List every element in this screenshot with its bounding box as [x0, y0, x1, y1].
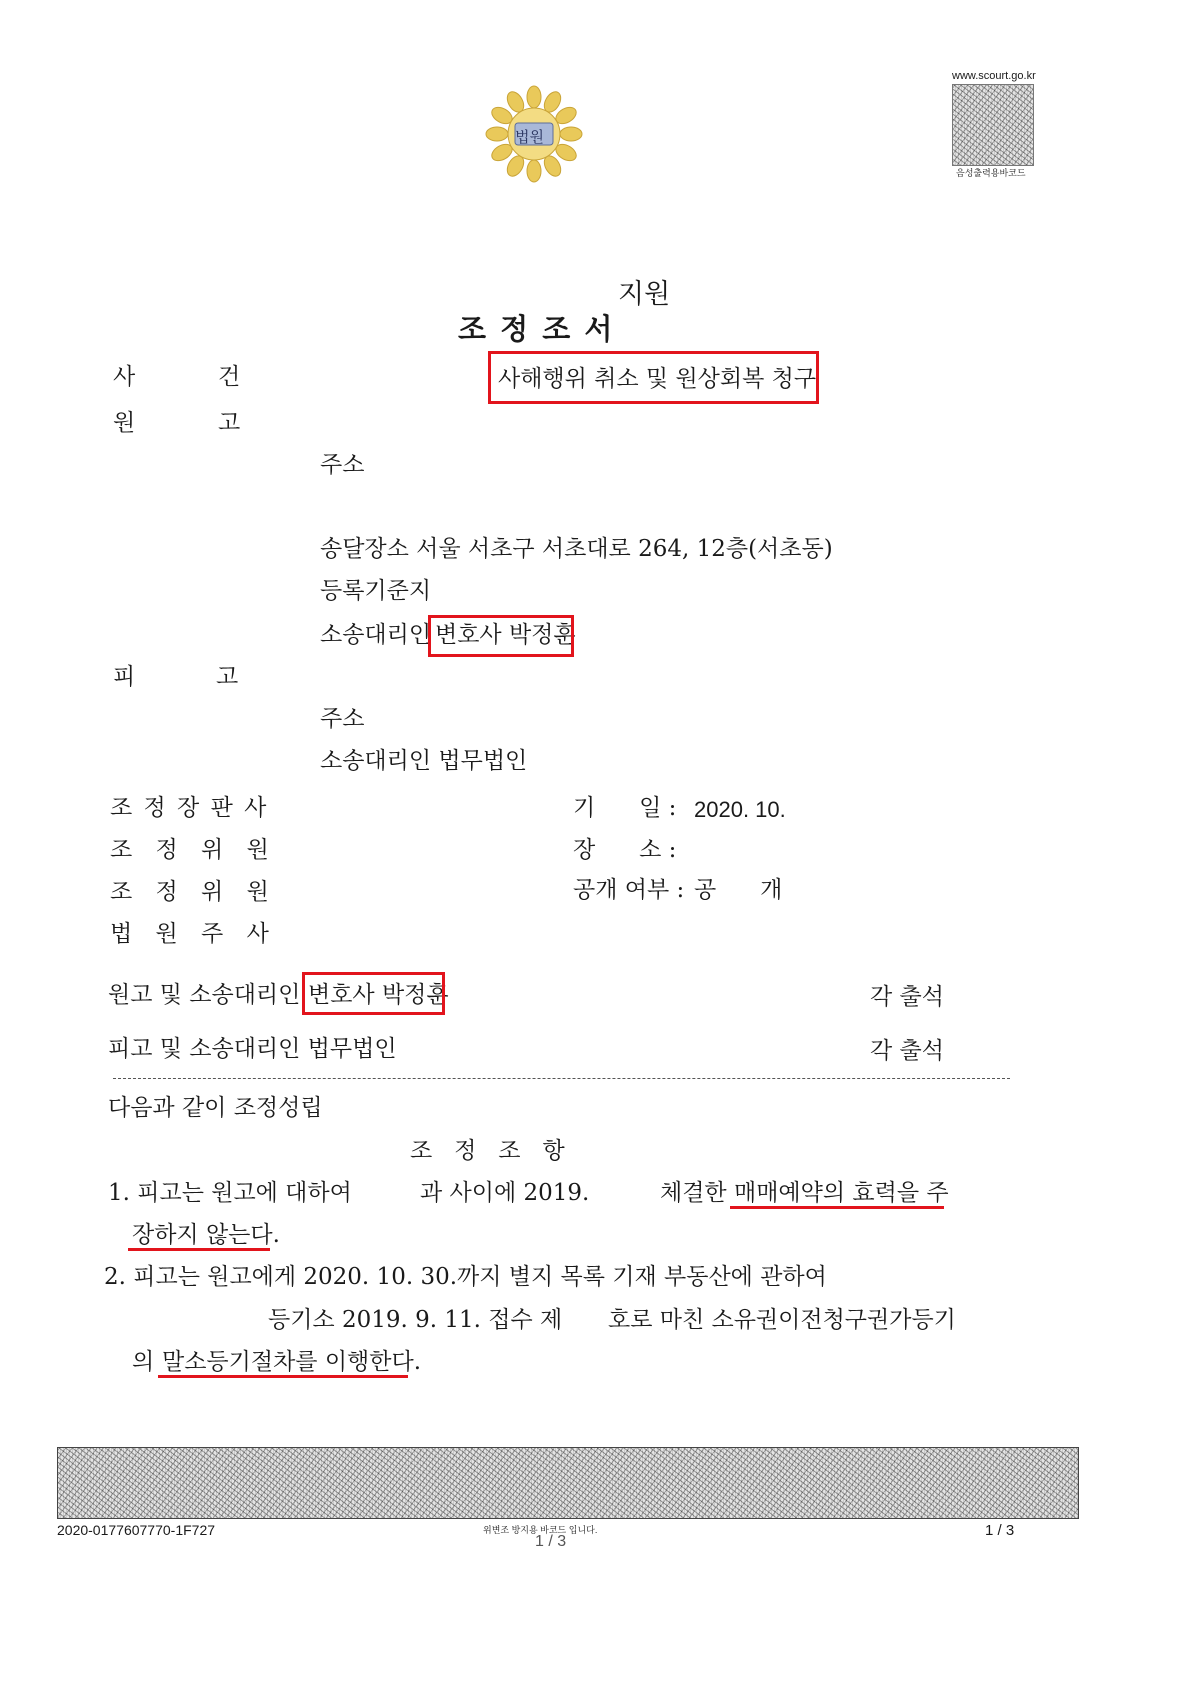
- barcode-note: 위변조 방지용 바코드 입니다.: [483, 1525, 598, 1535]
- official-mediation-judge: 조 정 장 판 사: [110, 795, 269, 821]
- case-highlight-box: [488, 351, 819, 404]
- case-label-1: 사: [113, 364, 136, 390]
- defendant-label-1: 피: [113, 664, 136, 690]
- item1-line1-part-a: 1. 피고는 원고에 대하여: [108, 1180, 352, 1206]
- item2-line2-part-b: 호로 마친 소유권이전청구권가등기: [608, 1307, 956, 1333]
- item2-line3-part-a: 의: [132, 1349, 155, 1375]
- session-date-label: 기 일 :: [573, 795, 677, 821]
- case-label-2: 건: [218, 364, 241, 390]
- plaintiff-agent-name: 변호사 박정훈: [435, 622, 576, 648]
- item1-line1-part-b: 과 사이에 2019.: [420, 1180, 590, 1206]
- item2-line2-part-a: 등기소 2019. 9. 11. 접수 제: [268, 1307, 563, 1333]
- page-number-right: 1 / 3: [985, 1522, 1015, 1539]
- attendance-defendant-status: 각 출석: [870, 1038, 944, 1064]
- item1-line1-part-c: 체결한: [660, 1180, 727, 1206]
- anti-forgery-barcode-image: [57, 1447, 1079, 1519]
- page-number-center: 1 / 3: [535, 1533, 567, 1550]
- branch-label: 지원: [618, 279, 671, 310]
- case-title: 사해행위 취소 및 원상회복 청구: [498, 366, 817, 392]
- agreement-section-title: 조 정 조 항: [410, 1138, 565, 1164]
- defendant-address-label: 주소: [320, 706, 365, 732]
- plaintiff-service-address: 송달장소 서울 서초구 서초대로 264, 12층(서초동): [320, 536, 833, 562]
- official-mediator-1: 조 정 위 원: [110, 837, 277, 863]
- defendant-agent: 소송대리인 법무법인: [320, 748, 528, 774]
- plaintiff-agent-highlight-box: [428, 615, 574, 657]
- plaintiff-address-label: 주소: [320, 452, 365, 478]
- item2-underline: [158, 1375, 408, 1378]
- plaintiff-label-1: 원: [113, 410, 136, 436]
- attendance-agent-highlight-box: [302, 972, 445, 1015]
- item1-underline-1: [730, 1206, 944, 1209]
- attendance-plaintiff-agent-name: 변호사 박정훈: [308, 982, 449, 1008]
- document-title: 조 정 조 서: [458, 312, 615, 346]
- emblem-text: 법원: [515, 128, 544, 146]
- attendance-defendant-prefix: 피고 및 소송대리인 법무법인: [108, 1036, 397, 1062]
- official-court-clerk: 법 원 주 사: [110, 921, 277, 947]
- defendant-label-2: 고: [216, 664, 239, 690]
- separator-line: [113, 1078, 1010, 1079]
- plaintiff-registry-label: 등록기준지: [320, 578, 432, 604]
- item1-underline-2: [128, 1248, 270, 1251]
- session-public-value: 공 개: [694, 877, 783, 903]
- session-place-label: 장 소 :: [573, 837, 677, 863]
- barcode-caption: 음성출력용바코드: [956, 168, 1026, 178]
- agreement-intro: 다음과 같이 조정성립: [108, 1095, 323, 1121]
- item1-line1-part-d: 매매예약의 효력을 주: [734, 1180, 949, 1206]
- item1-line2: 장하지 않는다.: [132, 1222, 280, 1248]
- qr-barcode-image: [952, 84, 1034, 166]
- plaintiff-agent-label: 소송대리인: [320, 622, 432, 648]
- attendance-plaintiff-prefix: 원고 및 소송대리인: [108, 982, 301, 1008]
- attendance-plaintiff-status: 각 출석: [870, 984, 944, 1010]
- document-id: 2020-0177607770-1F727: [57, 1522, 216, 1538]
- session-public-label: 공개 여부 :: [573, 877, 685, 903]
- item2-line3-part-b: 말소등기절차를 이행한다.: [162, 1349, 422, 1375]
- session-date-value: 2020. 10.: [694, 797, 786, 822]
- item2-line1: 2. 피고는 원고에게 2020. 10. 30.까지 별지 목록 기재 부동산에 관하여: [104, 1264, 827, 1290]
- official-mediator-2: 조 정 위 원: [110, 879, 277, 905]
- site-url: www.scourt.go.kr: [952, 70, 1036, 82]
- plaintiff-label-2: 고: [218, 410, 241, 436]
